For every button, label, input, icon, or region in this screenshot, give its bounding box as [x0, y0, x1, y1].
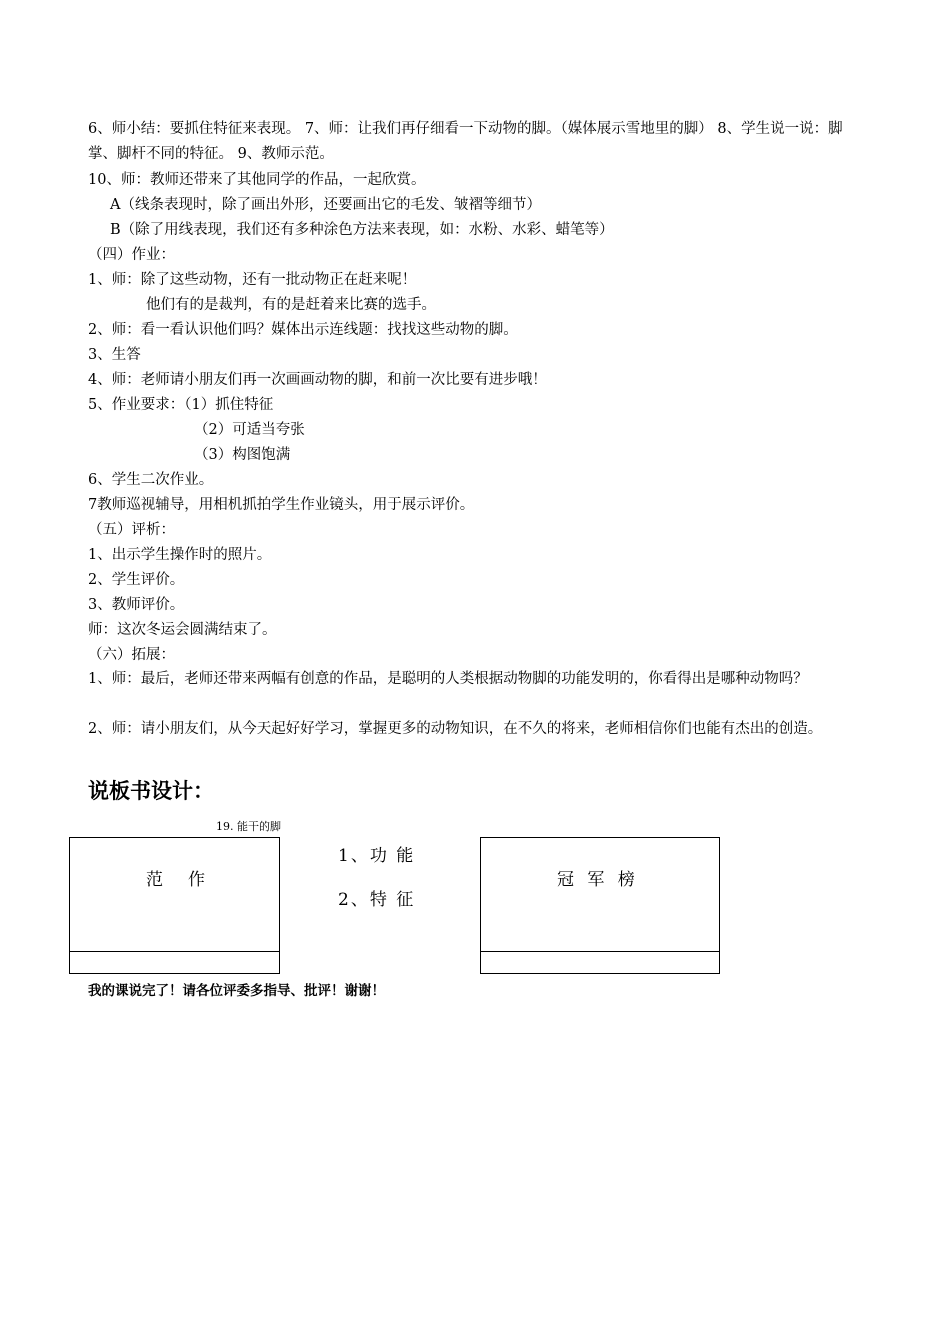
- extension-item-1: 1、师：最后，老师还带来两幅有创意的作品，是聪明的人类根据动物脚的功能发明的，你看得出是哪种动物吗？: [88, 671, 808, 687]
- closing-remark: 我的课说完了！请各位评委多指导、批评！谢谢！: [88, 983, 385, 999]
- section-heading-homework: （四）作业：: [88, 247, 175, 263]
- left-board-box: [69, 837, 280, 974]
- section-heading-extension: （六）拓展：: [88, 647, 175, 663]
- right-box-divider: [481, 951, 719, 952]
- right-board-box: [480, 837, 720, 974]
- homework-item-3: 3、生答: [88, 347, 141, 363]
- left-box-label: 范 作: [146, 870, 209, 890]
- board-item-function: 1、功 能: [338, 846, 416, 866]
- homework-requirement-3: （3）构图饱满: [194, 447, 291, 463]
- paragraph-summary: 6、师小结：要抓住特征来表现。 7、师：让我们再仔细看一下动物的脚。（媒体展示雪地里的脚） 8、学生说一说：脚掌、脚杆不同的特征。 9、教师示范。: [88, 121, 843, 162]
- homework-requirement-2: （2）可适当夸张: [194, 422, 305, 438]
- line-point-a: A（线条表现时，除了画出外形，还要画出它的毛发、皱褶等细节）: [110, 197, 541, 213]
- homework-item-1: 1、师：除了这些动物，还有一批动物正在赶来呢！: [88, 272, 417, 288]
- board-design-heading: 说板书设计：: [88, 779, 214, 803]
- line-teacher-works: 10、师：教师还带来了其他同学的作品，一起欣赏。: [88, 172, 426, 188]
- homework-item-5: 5、作业要求：（1）抓住特征: [88, 397, 274, 413]
- left-box-divider: [70, 951, 279, 952]
- homework-item-7: 7教师巡视辅导，用相机抓拍学生作业镜头，用于展示评价。: [88, 497, 475, 513]
- extension-item-2: 2、师：请小朋友们，从今天起好好学习，掌握更多的动物知识，在不久的将来，老师相信你们也能有杰出的创造。: [88, 721, 823, 737]
- line-point-b: B（除了用线表现，我们还有多种涂色方法来表现，如：水粉、水彩、蜡笔等）: [110, 222, 614, 238]
- homework-item-1-continued: 他们有的是裁判，有的是赶着来比赛的选手。: [146, 297, 436, 313]
- evaluation-item-3: 3、教师评价。: [88, 597, 185, 613]
- evaluation-item-2: 2、学生评价。: [88, 572, 185, 588]
- homework-item-2: 2、师：看一看认识他们吗？媒体出示连线题：找找这些动物的脚。: [88, 322, 518, 338]
- right-box-label: 冠 军 榜: [557, 870, 639, 890]
- section-heading-evaluation: （五）评析：: [88, 522, 175, 538]
- evaluation-teacher-line: 师：这次冬运会圆满结束了。: [88, 622, 277, 638]
- homework-item-4: 4、师：老师请小朋友们再一次画画动物的脚，和前一次比要有进步哦！: [88, 372, 547, 388]
- board-item-feature: 2、特 征: [338, 890, 416, 910]
- homework-item-6: 6、学生二次作业。: [88, 472, 214, 488]
- evaluation-item-1: 1、出示学生操作时的照片。: [88, 547, 272, 563]
- board-caption: 19. 能干的脚: [216, 820, 281, 833]
